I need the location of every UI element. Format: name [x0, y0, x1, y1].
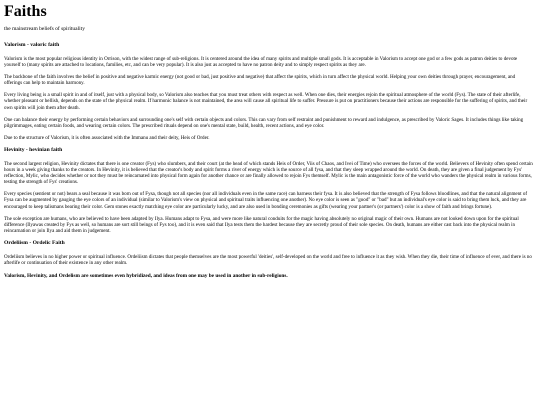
paragraph: Due to the structure of Valorism, it is often associated with the Immanu and their deity, Heis of Order. [4, 134, 210, 141]
closing-note: Valorism, Hevinity, and Ordelism are sometimes even hybridized, and ideas from one may be used in another in sub-religions. [4, 273, 288, 280]
section-heading-valorism: Valorism - valoric faith [4, 42, 60, 48]
paragraph: The second largest religion, Hevinity dictates that there is one creator (Fys) who slumbers, and their court (at the head of which stands Heis of Order, Viis of Chaos, and Ivei of Time) who oversees the forces of the world. Believers of Hevinity often spend certain hours in a week giving thanks to the creators. In Hevinity, it is believed that the creator's body and spirit forms a river of energy which is the source of all fysa, and that they sleep wrapped around the world. On death, they are given a final judgement by Fys' reflection, Mylic, who decides whether or not they must be reincarnated into physical form again for another chance or are finally allowed to rejoin Fys themself. Mylic is the main antagonistic force of the world who wanders the physical realm in various forms, testing the strength of Fys' creations. [4, 160, 533, 186]
section-heading-ordeliism: Ordeliism - Ordelic Faith [4, 239, 65, 246]
page-subtitle: the mainstream beliefs of spirituality [4, 26, 85, 32]
paragraph: Ordeliism believes in no higher power or spiritual influence. Ordeliism dictates that people themselves are the most powerful 'deities', self-developed on the world and free to influence it as they wish. When they die, their time of influence of ever, and there is no afterlife or continuation of their existence in any other realm. [4, 253, 532, 266]
section-heading-hevinity: Hevinity - hevinian faith [4, 146, 63, 153]
paragraph: Every living being is a small spirit in and of itself, just with a physical body, so Valorism also teaches that you must treat others with respect as well. When one dies, their energies rejoin the spiritual atmosphere of the world (Fys). The state of their afterlife, whether pleasant or hellish, depends on the state of the physical realm. If harmonic balance is not maintained, the area will cause all spiritual life to suffer. Pressure is put on practitioners because their actions are responsible for the suffering of spirits, and their own spirits will join them after death. [4, 92, 528, 111]
paragraph: The sole exception are humans, who are believed to have been adapted by Ilya. Humans adapt to Fysa, and were more like natural conduits for the magic having absolutely no original magic of their own. Humans are not looked down upon for the spiritual difference (Ilyawas created by Fys as well, so humans are sort still beings of Fys too), and it is even said that Ilya tests them the hardest because they are secretly proud of their sole species. On death, humans are either cast back into the physical realm in reincarnation or join Ilya and aid them in judgement. [4, 215, 519, 234]
paragraph: One can balance their energy by performing certain behaviors and surrounding one's self with certain objects and colors. This can vary from self restraint and punishment to reward and indulgence, as prescribed by Valoric Sages. It includes things like taking pilgrimmages, eating certain foods, and wearing certain colors. The prescribed rituals depend on one's mental state, build, health, recent actions, and eye color. [4, 116, 524, 129]
paragraph: Valorism is the most popular religious identity in Orrison, with the widest range of sub-religions. It is centered around the idea of many spirits and multiple small gods. It is acceptable in Valorism to accept one god or a few gods as patron deities to devote yourself to (many spirits are attached to locations, families, etc, and can be very popular). It is also just as accepted to have no patron deity and to simply respect spirits as they are. [4, 56, 518, 69]
paragraph: The backbone of the faith involves the belief in positive and negative karmic energy (not good or bad, just positive and negative) that affect the spirits, which in turn affect the physical world. Helping your own deities through prayer, encouragement, and offerings can help to maintain harmony. [4, 74, 516, 87]
paragraph: Every species (sentient or not) bears a seal because it was born out of Fysa, though not all species (nor all individuals even in the same race) can harness their fysa. It is also believed that the strength of Fysa follows bloodlines, and that the natural alignment of Fysa can be augmented by gauging the eye colors of an individual (similar to Valorism's view on physical and spiritual traits influencing one another). No eye color is seen as "good" or "bad" but an individual's eye color is said to bring them luck, and they are encouraged to keep talismans bearing their color. Gem stones exactly matching eye color are particularly lucky, and are also used in bonding ceremonies as gifts (wearing your partner's (or partners') color is a show of faith and brings fortune). [4, 191, 528, 210]
page-title: Faiths [4, 3, 47, 20]
